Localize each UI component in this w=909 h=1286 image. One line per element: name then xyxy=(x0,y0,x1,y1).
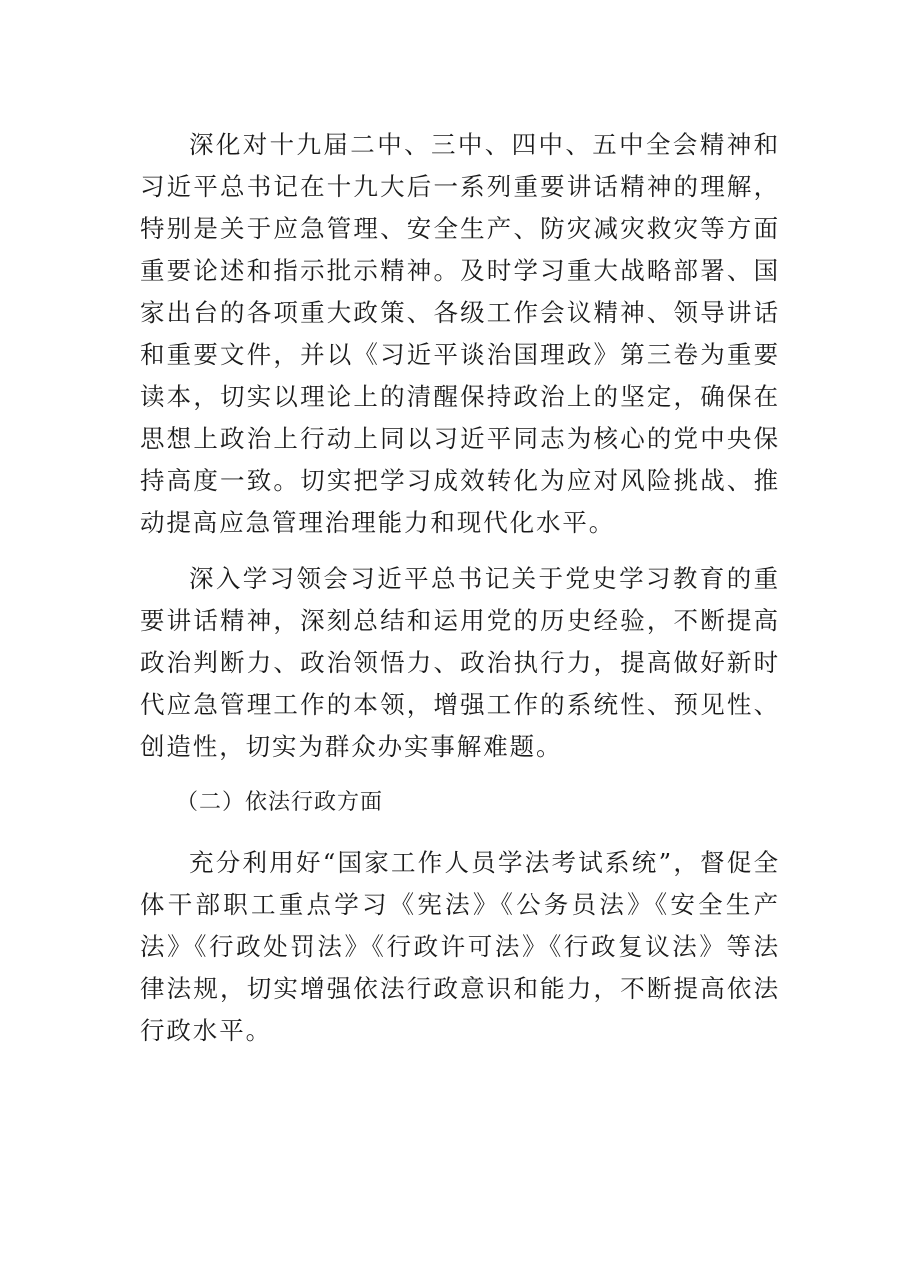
document-body xyxy=(140,124,780,1066)
section-heading-law-based-administration: （二）依法行政方面 xyxy=(176,790,384,815)
paragraph-law-study: 充分利用好“国家工作人员学法考试系统”，督促全体干部职工重点学习《宪法》《公务员法》《安全生产法》《行政处罚法》《行政许可法》《行政复议法》等法律法规，切实增强依法行政意识和能力，不断提高依法行政水平。 xyxy=(140,848,780,1045)
paragraph-study-plenary-sessions: 深化对十九届二中、三中、四中、五中全会精神和习近平总书记在十九大后一系列重要讲话精神的理解，特别是关于应急管理、安全生产、防灾减灾救灾等方面重要论述和指示批示精神。及时学习重大战略部署、国家出台的各项重大政策、各级工作会议精神、领导讲话和重要文件，并以《习近平谈治国理政》第三卷为重要读本，切实以理论上的清醒保持政治上的坚定，确保在思想上政治上行动上同以习近平同志为核心的党中央保持高度一致。切实把学习成效转化为应对风险挑战、推动提高应急管理治理能力和现代化水平。 xyxy=(140,130,780,537)
paragraph-party-history-study: 深入学习领会习近平总书记关于党史学习教育的重要讲话精神，深刻总结和运用党的历史经验，不断提高政治判断力、政治领悟力、政治执行力，提高做好新时代应急管理工作的本领，增强工作的系统性、预见性、创造性，切实为群众办实事解难题。 xyxy=(140,564,780,761)
